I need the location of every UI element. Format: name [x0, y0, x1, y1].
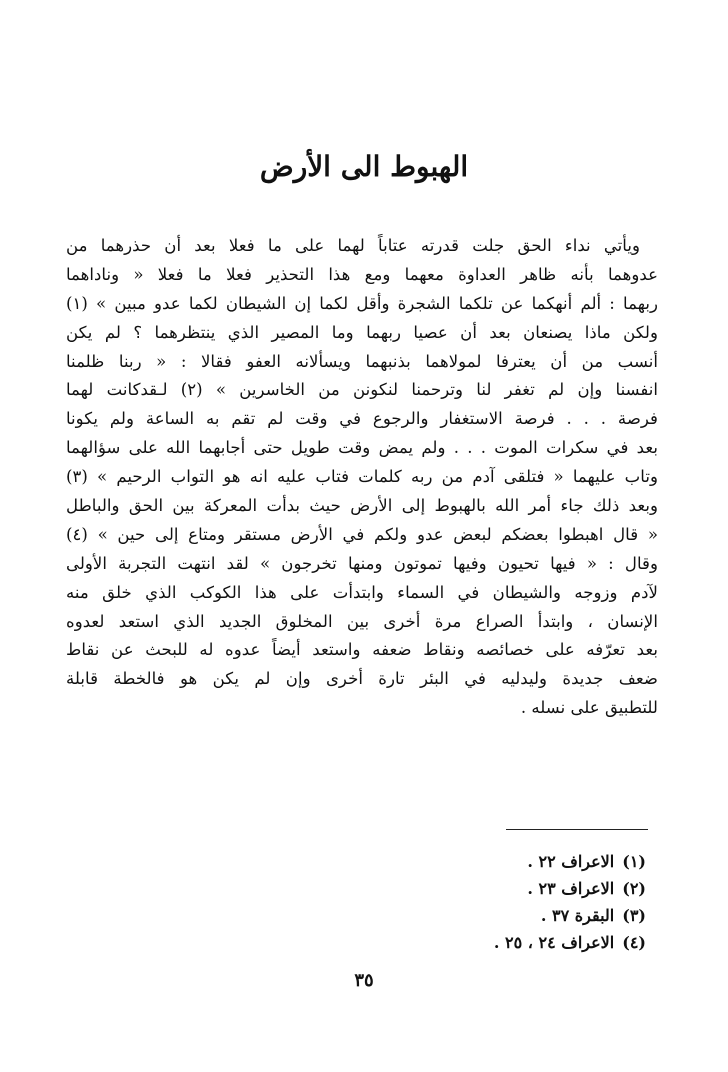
text-line: عدوهما بأنه ظاهر العداوة معهما ومع هذا التحذير فعلا ما فعلا « وناداهما — [66, 264, 658, 284]
footnote-number: (٣) — [622, 906, 646, 925]
footnote — [346, 929, 646, 956]
text-line: الإنسان ، وابتدأ الصراع مرة أخرى بين المخلوق الجديد الذي استعد لعدوه — [66, 611, 658, 631]
text-line: ربهما : ألم أنهكما عن تلكما الشجرة وأقل لكما إن الشيطان لكما عدو مبين » (١) — [66, 293, 658, 313]
footnote-text: الاعراف ٢٢ . — [527, 852, 615, 871]
text-line: للتطبيق على نسله . — [520, 698, 658, 718]
chapter-title: الهبوط الى الأرض — [259, 150, 469, 183]
text-line: وبعد ذلك جاء أمر الله بالهبوط إلى الأرض حيث بدأت المعركة بين الحق والباطل — [66, 496, 658, 516]
body-text — [66, 232, 658, 723]
footnote-divider — [506, 829, 648, 830]
footnote-number: (٤) — [622, 933, 646, 952]
text-line: فرصة . . . فرصة الاستغفار والرجوع في وقت لم تقم به الساعة ولم يكونا — [66, 409, 658, 429]
text-line: لآدم وزوجه والشيطان في السماء وابتدأت على هذا الكوكب الذي خلق منه — [66, 582, 658, 602]
text-line: بعد في سكرات الموت . . . ولم يمض وقت طويل حتى أجابهما الله على سؤالهما — [66, 438, 658, 458]
footnote — [346, 875, 646, 902]
text-line: ضعف جديدة وليدليه في البئر تارة أخرى وإن لم يكن هو فالخطة قابلة — [66, 669, 658, 689]
text-line: « قال اهبطوا بعضكم لبعض عدو ولكم في الأرض مستقر ومتاع إلى حين » (٤) — [66, 524, 658, 544]
page-number: ٣٥ — [354, 970, 374, 991]
text-line: بعد تعرّفه على خصائصه ونقاط ضعفه واستعد أيضاً عدوه له للبحث عن نقاط — [66, 640, 658, 660]
text-line: وقال : « فيها تحيون وفيها تموتون ومنها تخرجون » لقد انتهت التجربة الأولى — [66, 553, 658, 573]
footnote-text: الاعراف ٢٤ ، ٢٥ . — [493, 933, 615, 952]
text-line: أنسب من أن يعترفا لمولاهما بذنبهما ويسألانه العفو فقالا : « ربنا ظلمنا — [66, 351, 658, 371]
footnote-text: الاعراف ٢٣ . — [527, 879, 615, 898]
footnote-text: البقرة ٣٧ . — [540, 906, 615, 925]
text-line: وتاب عليهما « فتلقى آدم من ربه كلمات فتاب عليه انه هو التواب الرحيم » (٣) — [66, 467, 658, 487]
text-line: ولكن ماذا يصنعان بعد أن عصيا ربهما وما المصير الذي ينتظرهما ؟ لم يكن — [66, 322, 658, 342]
text-line: انفسنا وإن لم تغفر لنا وترحمنا لنكونن من الخاسرين » (٢) لـقدكانت لهما — [66, 380, 658, 400]
footnote — [346, 902, 646, 929]
footnote-number: (١) — [622, 852, 646, 871]
footnotes — [346, 848, 646, 956]
footnote — [346, 848, 646, 875]
text-line: ويأتي نداء الحق جلت قدرته عتاباً لهما على ما فعلا بعد أن حذرهما من — [66, 236, 640, 255]
footnote-number: (٢) — [622, 879, 646, 898]
